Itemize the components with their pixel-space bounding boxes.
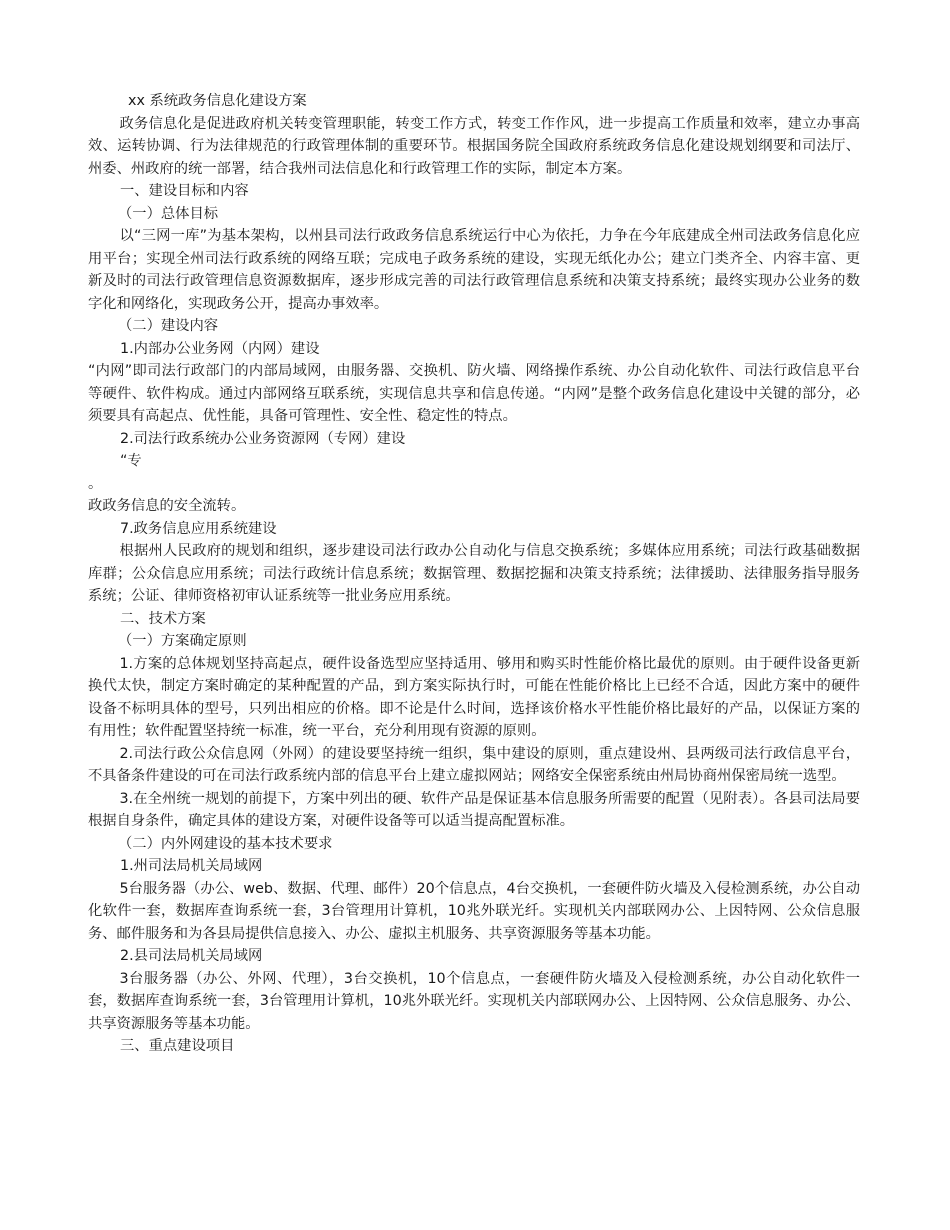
document-title: xx 系统政务信息化建设方案 — [128, 93, 307, 109]
paragraph: 3台服务器（办公、外网、代理），3台交换机，10个信息点，一套硬件防火墙及入侵检测系统，办公自动化软件一套，数据库查询系统一套，3台管理用计算机，10兆外联光纤。实现机关内部联网办公、上因特网、公众信息服务、办公、共享资源服务等基本功能。 — [88, 970, 860, 1032]
paragraph: （一）方案确定原则 — [118, 633, 247, 649]
paragraph: 2.司法行政公众信息网（外网）的建设要坚持统一组织，集中建设的原则，重点建设州、县两级司法行政信息平台，不具备条件建设的可在司法行政系统内部的信息平台上建立虚拟网站；网络安全保密系统由州局协商州保密局统一选型。 — [88, 745, 860, 784]
paragraph: 政政务信息的安全流转。 — [88, 498, 246, 514]
paragraph: （二）建设内容 — [118, 318, 219, 334]
paragraph: 。 — [88, 475, 103, 492]
paragraph: 2.司法行政系统办公业务资源网（专网）建设 — [120, 430, 406, 447]
paragraph: （一）总体目标 — [118, 205, 219, 222]
paragraph: 1.内部办公业务网（内网）建设 — [120, 340, 320, 357]
paragraph: 5台服务器（办公、web、数据、代理、邮件）20个信息点，4台交换机，一套硬件防火墙及入侵检测系统，办公自动化软件一套，数据库查询系统一套，3台管理用计算机，10兆外联光纤。实现机关内部联网办公、上因特网、公众信息服务、邮件服务和为各县局提供信息接入、办公、虚拟主机服务、共享资源服务等基本功能。 — [88, 880, 860, 942]
paragraph: 7.政务信息应用系统建设 — [120, 520, 277, 537]
paragraph: “专 — [120, 453, 142, 469]
paragraph: 3.在全州统一规划的前提下，方案中列出的硬、软件产品是保证基本信息服务所需要的配置（见附表）。各县司法局要根据自身条件，确定具体的建设方案，对硬件设备等可以适当提高配置标准。 — [88, 790, 860, 829]
paragraph: 二、技术方案 — [120, 610, 206, 627]
paragraph: 政务信息化是促进政府机关转变管理职能，转变工作方式，转变工作作风，进一步提高工作质量和效率，建立办事高效、运转协调、行为法律规范的行政管理体制的重要环节。根据国务院全国政府系统政务信息化建设规划纲要和司法厅、州委、州政府的统一部署，结合我州司法信息化和行政管理工作的实际，制定本方案。 — [88, 115, 860, 177]
paragraph: 根据州人民政府的规划和组织，逐步建设司法行政办公自动化与信息交换系统；多媒体应用系统；司法行政基础数据库群；公众信息应用系统；司法行政统计信息系统；数据管理、数据挖掘和决策支持系统；法律援助、法律服务指导服务系统；公证、律师资格初审认证系统等一批业务应用系统。 — [88, 543, 860, 604]
document-body — [88, 113, 860, 1058]
paragraph: 1.方案的总体规划坚持高起点，硬件设备选型应坚持适用、够用和购买时性能价格比最优的原则。由于硬件设备更新换代太快，制定方案时确定的某种配置的产品，到方案实际执行时，可能在性能价格比上已经不合适，因此方案中的硬件设备不标明具体的型号，只列出相应的价格。即不论是什么时间，选择该价格水平性能价格比最好的产品，以保证方案的有用性；软件配置坚持统一标准，统一平台，充分利用现有资源的原则。 — [88, 655, 860, 739]
paragraph: 三、重点建设项目 — [120, 1038, 235, 1054]
paragraph: 2.县司法局机关局域网 — [120, 948, 263, 964]
paragraph: 一、建设目标和内容 — [120, 183, 249, 199]
paragraph: “内网”即司法行政部门的内部局域网，由服务器、交换机、防火墙、网络操作系统、办公自动化软件、司法行政信息平台等硬件、软件构成。通过内部网络互联系统，实现信息共享和信息传递。“内网”是整个政务信息化建设中关键的部分，必须要具有高起点、优性能，具备可管理性、安全性、稳定性的特点。 — [88, 363, 860, 424]
paragraph: 1.州司法局机关局域网 — [120, 858, 263, 874]
paragraph: 以“三网一库”为基本架构，以州县司法行政政务信息系统运行中心为依托，力争在今年底建成全州司法政务信息化应用平台；实现全州司法行政系统的网络互联；完成电子政务系统的建设，实现无纸化办公；建立门类齐全、内容丰富、更新及时的司法行政管理信息资源数据库，逐步形成完善的司法行政管理信息系统和决策支持系统；最终实现办公业务的数字化和网络化，实现政务公开，提高办事效率。 — [88, 228, 860, 312]
paragraph: （二）内外网建设的基本技术要求 — [118, 835, 333, 852]
document-page — [88, 90, 860, 1058]
